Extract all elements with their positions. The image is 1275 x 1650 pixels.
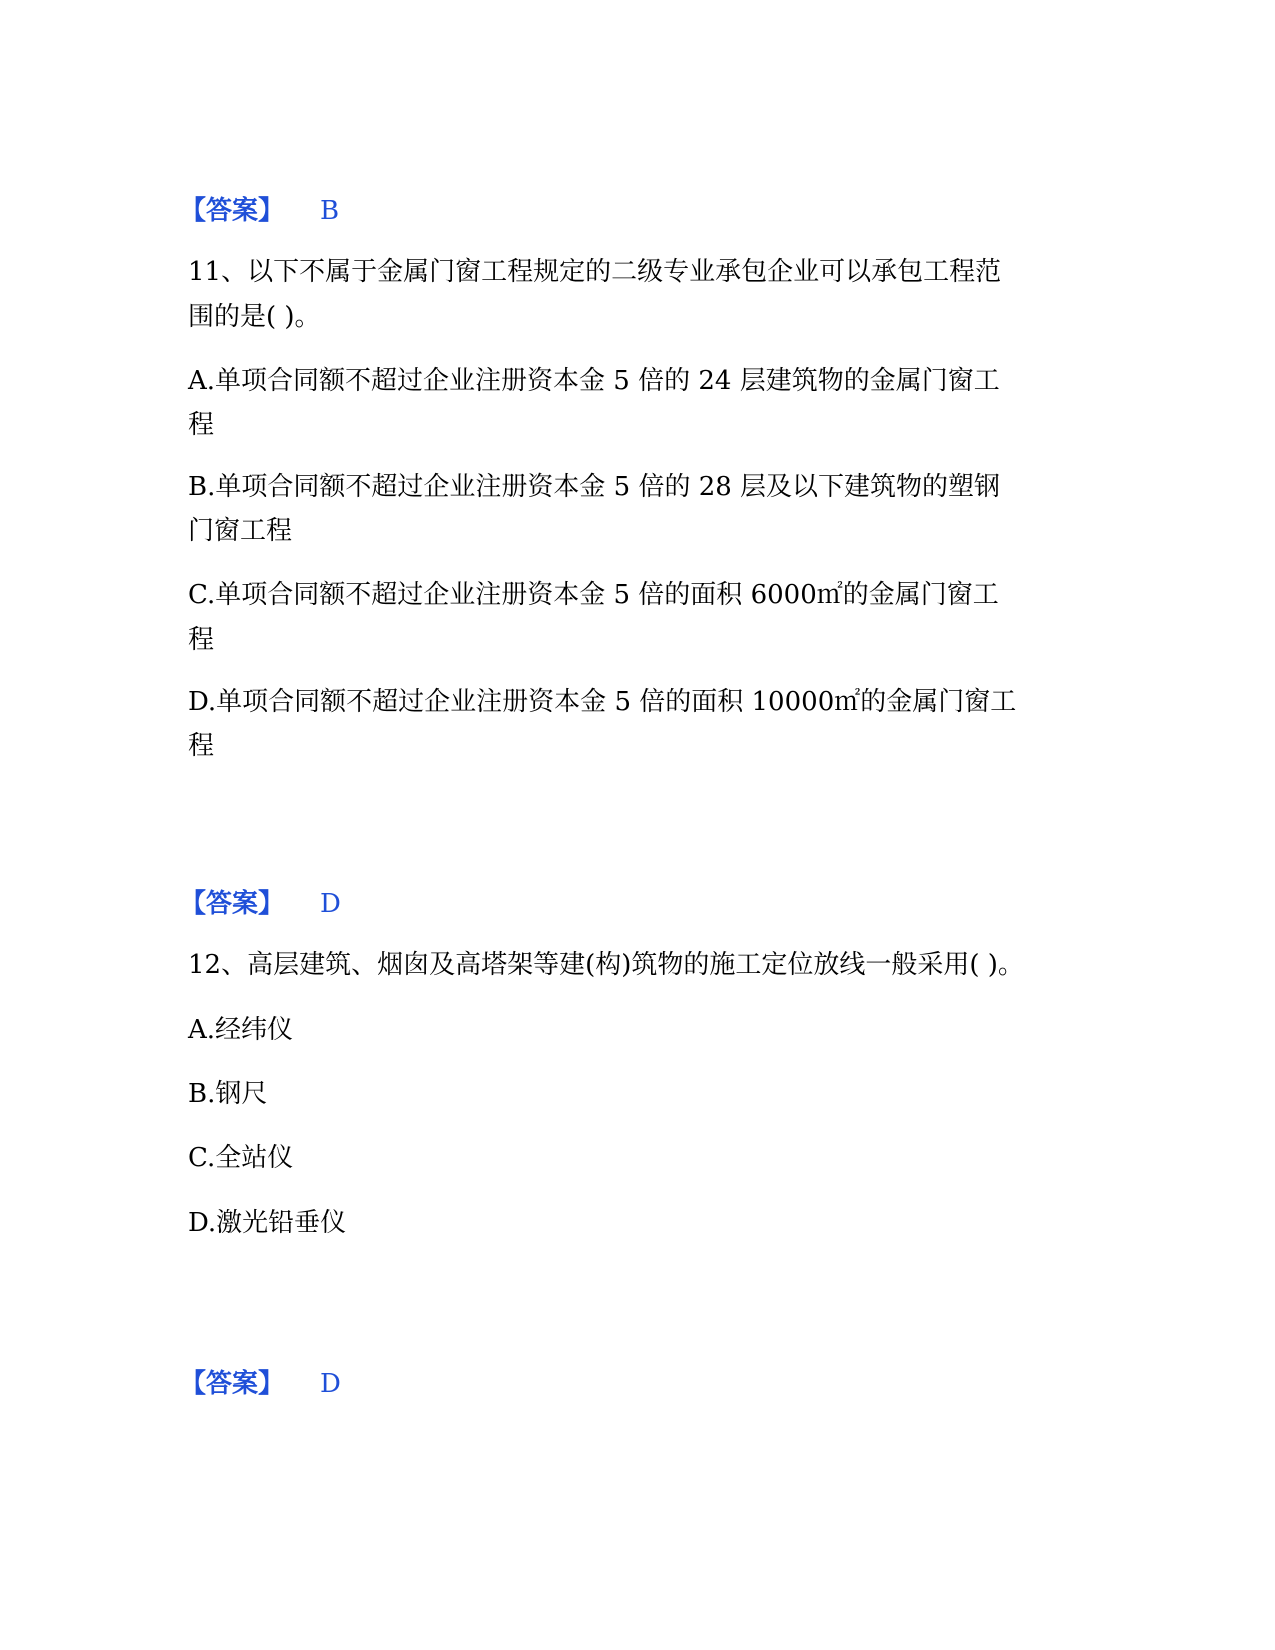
answer-tag: 【答案】: [180, 889, 285, 919]
q11-option-d-line1: D.单项合同额不超过企业注册资本金 5 倍的面积 10000㎡的金属门窗工: [188, 687, 1017, 717]
q12-option-b: B.钢尺: [188, 1079, 268, 1109]
q11-option-c-line1: C.单项合同额不超过企业注册资本金 5 倍的面积 6000㎡的金属门窗工: [188, 580, 999, 610]
answer-tag: 【答案】: [180, 1369, 285, 1399]
q11-option-b-line2: 门窗工程: [188, 516, 293, 546]
q11-option-a-line1: A.单项合同额不超过企业注册资本金 5 倍的 24 层建筑物的金属门窗工: [188, 366, 1000, 396]
q11-option-a-line2: 程: [188, 410, 215, 440]
answer-tag: 【答案】: [180, 196, 285, 226]
answer-value: D: [320, 1369, 341, 1399]
q11-option-c-line2: 程: [188, 625, 215, 655]
q11-stem-line1: 11、以下不属于金属门窗工程规定的二级专业承包企业可以承包工程范: [188, 257, 1002, 287]
answer-label-1: [180, 196, 339, 226]
q12-option-a: A.经纬仪: [188, 1015, 294, 1045]
q11-stem-line2: 围的是( )。: [188, 302, 321, 332]
q11-option-b-line1: B.单项合同额不超过企业注册资本金 5 倍的 28 层及以下建筑物的塑钢: [188, 472, 1001, 502]
answer-label-2: [180, 889, 341, 919]
answer-value: B: [320, 196, 340, 226]
q11-option-d-line2: 程: [188, 731, 215, 761]
q12-option-d: D.激光铅垂仪: [188, 1208, 347, 1238]
answer-value: D: [320, 889, 341, 919]
q12-option-c: C.全站仪: [188, 1143, 294, 1173]
q12-stem: 12、高层建筑、烟囱及高塔架等建(构)筑物的施工定位放线一般采用( )。: [188, 950, 1024, 980]
answer-label-3: [180, 1369, 341, 1399]
